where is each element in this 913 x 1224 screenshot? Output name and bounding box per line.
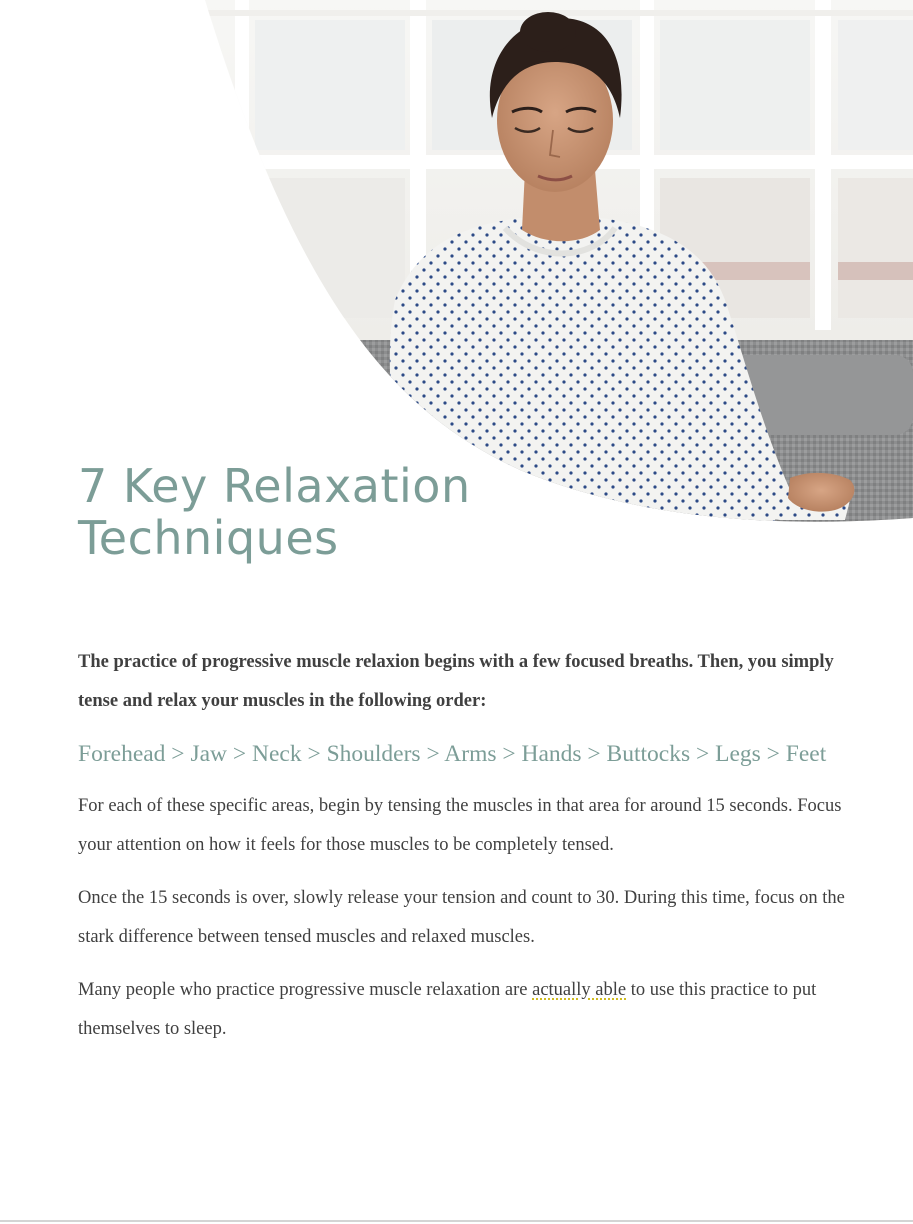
grammar-suggestion-mark[interactable]: actually able	[532, 980, 627, 1000]
hero-photo	[0, 0, 913, 530]
intro-paragraph: The practice of progressive muscle relaxion begins with a few focused breaths. Then, you simply tense and relax your muscles in the following order:	[78, 652, 834, 711]
muscle-sequence: Forehead > Jaw > Neck > Shoulders > Arms > Hands > Buttocks > Legs > Feet	[78, 741, 827, 767]
paragraph-2: Once the 15 seconds is over, slowly release your tension and count to 30. During this time, focus on the stark difference between tensed muscles and relaxed muscles.	[78, 888, 845, 947]
paragraph-3-text-end: to use this practice to put themselves to sleep.	[78, 980, 817, 1039]
title-line-1: 7 Key Relaxation	[78, 459, 471, 513]
document-body	[78, 643, 878, 1063]
meditating-woman-photo	[0, 0, 913, 530]
paragraph-3-text-start: Many people who practice progressive muscle relaxation are	[78, 980, 533, 1000]
document-title	[78, 460, 538, 564]
paragraph-3	[78, 971, 878, 1049]
title-line-2: Techniques	[78, 511, 339, 565]
paragraph-1: For each of these specific areas, begin by tensing the muscles in that area for around 15 seconds. Focus your attention on how it feels for those muscles to be completely tensed.	[78, 796, 842, 855]
